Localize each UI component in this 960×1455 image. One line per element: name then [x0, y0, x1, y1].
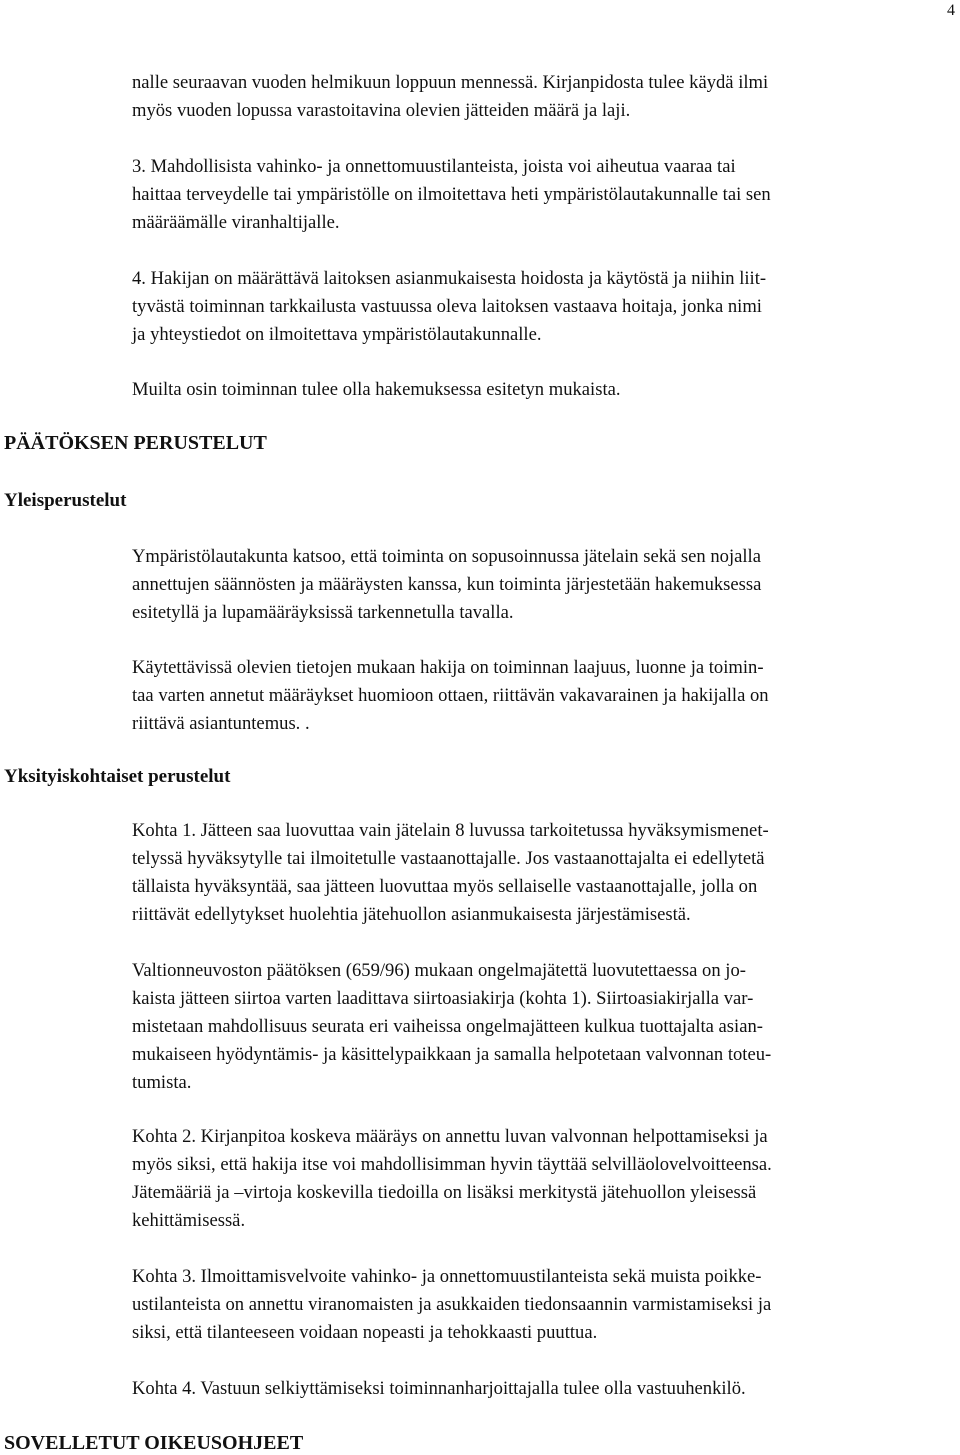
item-3-line: 3. Mahdollisista vahinko- ja onnettomuustilanteista, joista voi aiheutua vaaraa tai	[132, 156, 736, 177]
heading-sovelletut-oikeusohjeet: SOVELLETUT OIKEUSOHJEET	[4, 1432, 304, 1454]
intro-line: myös vuoden lopussa varastoitavina olevien jätteiden määrä ja laji.	[132, 100, 631, 121]
kohta-1-line: telyssä hyväksytylle tai ilmoitetulle vastaanottajalle. Jos vastaanottajalta ei edellytetä	[132, 848, 765, 869]
yleisperustelut-p2-line: Käytettävissä olevien tietojen mukaan hakija on toiminnan laajuus, luonne ja toimin-	[132, 657, 764, 678]
kohta-3-line: ustilanteista on annettu viranomaisten ja asukkaiden tiedonsaannin varmistamiseksi ja	[132, 1294, 772, 1315]
item-4-line: tyvästä toiminnan tarkkailusta vastuussa oleva laitoksen vastaava hoitaja, jonka nimi	[132, 296, 762, 317]
kohta-3-line: siksi, että tilanteeseen voidaan nopeasti ja tehokkaasti puuttua.	[132, 1322, 598, 1343]
muilta-osin-text: Muilta osin toiminnan tulee olla hakemuksessa esitetyn mukaista.	[132, 379, 621, 400]
item-3-line: haittaa terveydelle tai ympäristölle on ilmoitettava heti ympäristölautakunnalle tai sen	[132, 184, 771, 205]
yleisperustelut-p1-line: annettujen säännösten ja määräysten kanssa, kun toiminta järjestetään hakemuksessa	[132, 574, 762, 595]
kohta-1-line: riittävät edellytykset huolehtia jätehuollon asianmukaisesta järjestämisestä.	[132, 904, 691, 925]
yleisperustelut-p1-line: esitetyllä ja lupamääräyksissä tarkennetulla tavalla.	[132, 602, 514, 623]
item-4-line: 4. Hakijan on määrättävä laitoksen asianmukaisesta hoidosta ja käytöstä ja niihin liit-	[132, 268, 767, 289]
yleisperustelut-p1-line: Ympäristölautakunta katsoo, että toiminta on sopusoinnussa jätelain sekä sen nojalla	[132, 546, 761, 567]
valtioneuvosto-line: mistetaan mahdollisuus seurata eri vaiheissa ongelmajätteen kulkua tuottajalta asian-	[132, 1016, 763, 1037]
valtioneuvosto-line: kaista jätteen siirtoa varten laadittava siirtoasiakirja (kohta 1). Siirtoasiakirjalla var-	[132, 988, 754, 1009]
kohta-2-line: myös siksi, että hakija itse voi mahdollisimman hyvin täyttää selvilläolovelvoitteensa.	[132, 1154, 772, 1175]
kohta-2-line: Jätemääriä ja –virtoja koskevilla tiedoilla on lisäksi merkitystä jätehuollon yleisessä	[132, 1182, 757, 1203]
kohta-4-line: Kohta 4. Vastuun selkiyttämiseksi toiminnanharjoittajalla tulee olla vastuuhenkilö.	[132, 1378, 746, 1399]
intro-line: nalle seuraavan vuoden helmikuun loppuun mennessä. Kirjanpidosta tulee käydä ilmi	[132, 72, 769, 93]
kohta-1-line: Kohta 1. Jätteen saa luovuttaa vain jätelain 8 luvussa tarkoitetussa hyväksymismenet-	[132, 820, 769, 841]
heading-yleisperustelut: Yleisperustelut	[4, 490, 127, 511]
valtioneuvosto-line: Valtionneuvoston päätöksen (659/96) mukaan ongelmajätettä luovutettaessa on jo-	[132, 960, 746, 981]
kohta-2-line: Kohta 2. Kirjanpitoa koskeva määräys on annettu luvan valvonnan helpottamiseksi ja	[132, 1126, 768, 1147]
valtioneuvosto-line: mukaiseen hyödyntämis- ja käsittelypaikkaan ja samalla helpotetaan valvonnan toteu-	[132, 1044, 772, 1065]
kohta-2-line: kehittämisessä.	[132, 1210, 246, 1231]
yleisperustelut-p2-line: riittävä asiantuntemus. .	[132, 713, 310, 734]
valtioneuvosto-line: tumista.	[132, 1072, 192, 1093]
heading-yksityiskohtaiset: Yksityiskohtaiset perustelut	[4, 766, 231, 787]
item-4-line: ja yhteystiedot on ilmoitettava ympäristölautakunnalle.	[132, 324, 542, 345]
heading-paatoksen-perustelut: PÄÄTÖKSEN PERUSTELUT	[4, 432, 267, 454]
kohta-3-line: Kohta 3. Ilmoittamisvelvoite vahinko- ja onnettomuustilanteista sekä muista poikke-	[132, 1266, 762, 1287]
item-3-line: määräämälle viranhaltijalle.	[132, 212, 340, 233]
yleisperustelut-p2-line: taa varten annetut määräykset huomioon ottaen, riittävän vakavarainen ja hakijalla on	[132, 685, 769, 706]
page-number: 4	[947, 2, 955, 19]
kohta-1-line: tällaista hyväksyntää, saa jätteen luovuttaa myös sellaiselle vastaanottajalle, jolla on	[132, 876, 758, 897]
